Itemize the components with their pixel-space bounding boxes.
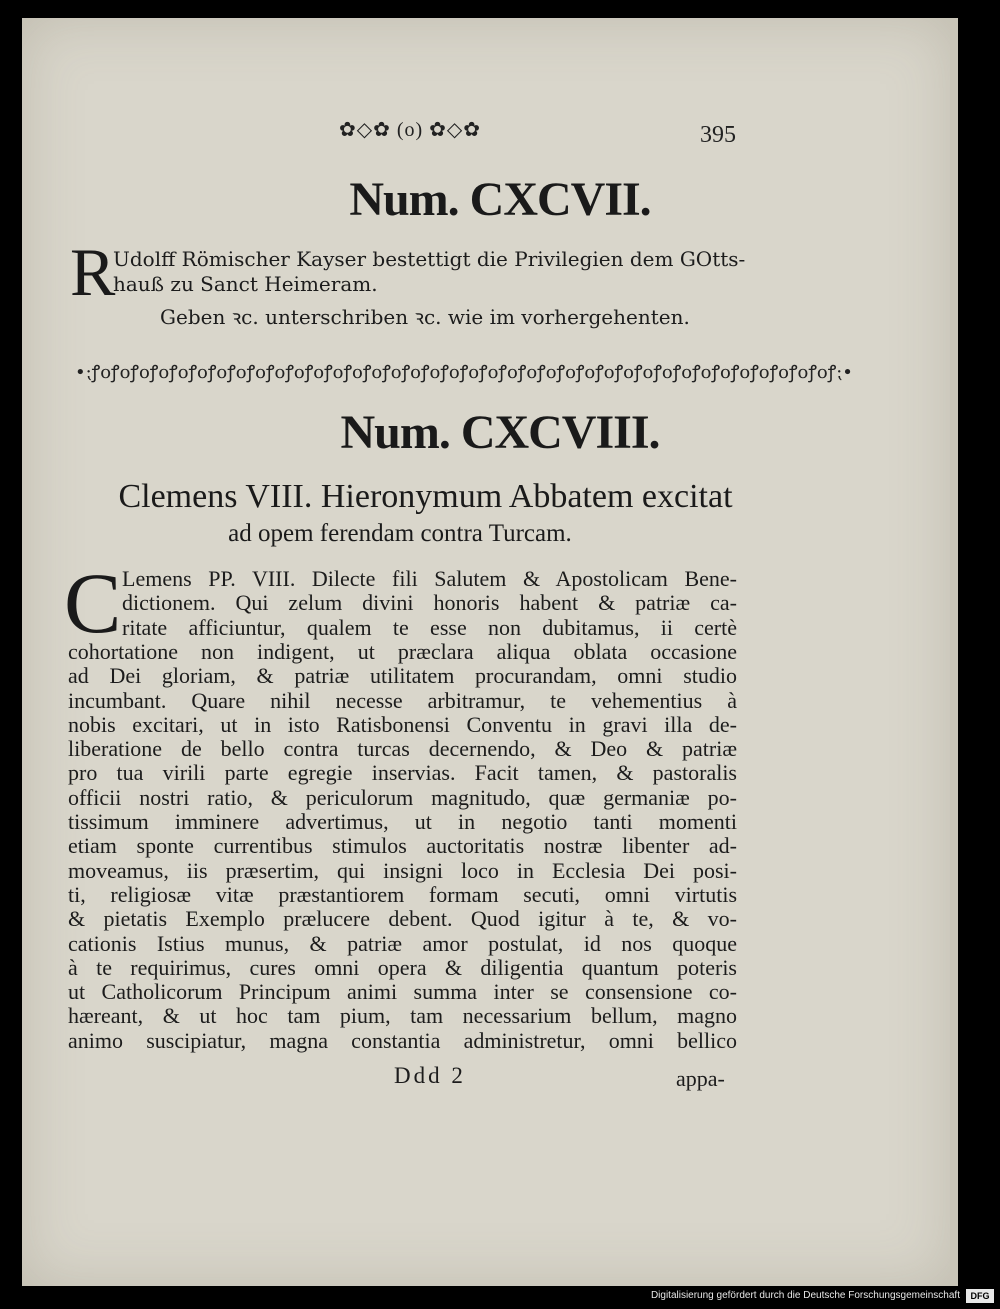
fraktur-line-1: Udolff Römischer Kayser bestettigt die Privilegien dem GOtts- [113,247,746,271]
drop-initial-r: R [70,234,116,310]
fraktur-line-3: Geben ꝛc. unterschriben ꝛc. wie im vorhergehenten. [160,305,690,329]
body-line: & pietatis Exemplo prælucere debent. Quod igitur à te, & vo- [68,906,737,932]
body-line: officii nostri ratio, & periculorum magnitudo, quæ germaniæ po- [68,784,737,810]
letter-subheading: ad opem ferendam contra Turcam. [228,520,572,547]
body-line: tissimum imminere advertimus, ut in negotio tanti momenti [68,809,737,834]
body-line: ti, religiosæ vitæ præstantiorem formam secuti, omni virtutis [68,881,737,907]
body-line: nobis excitari, ut in isto Ratisbonensi Conventu in gravi illa de- [68,711,737,737]
dfg-logo: DFG [966,1289,994,1303]
body-line: etiam sponte currentibus stimulos auctoritatis nostræ libenter ad- [68,833,737,859]
body-line: incumbant. Quare nihil necesse arbitramur, te vehementius à [68,687,737,713]
ornamental-divider: •⁏ꝭoꝭoꝭoꝭoꝭoꝭoꝭoꝭoꝭoꝭoꝭoꝭoꝭoꝭoꝭoꝭoꝭoꝭoꝭoꝭoꝭoꝭoꝭoꝭoꝭoꝭoꝭoꝭoꝭoꝭoꝭoꝭoꝭoꝭoꝭoꝭoꝭoꝭoꝭ⁏• [75,362,853,383]
body-line: ritate afficiuntur, qualem te esse non dubitamus, ii certè [122,614,737,640]
body-line: ut Catholicorum Principum animi summa inter se consensione co- [68,979,737,1005]
body-line: cationis Istius munus, & patriæ amor postulat, id nos quoque [68,930,737,956]
body-line: liberatione de bello contra turcas decernendo, & Deo & patriæ [68,736,737,762]
section-title-cxcvii: Num. CXCVII. [349,173,651,226]
page-number: 395 [700,122,736,148]
signature-mark: Ddd 2 [394,1063,466,1088]
section-title-cxcviii: Num. CXCVIII. [340,406,660,459]
drop-initial-c: C [64,555,122,651]
catchword: appa- [676,1066,725,1091]
body-line: à te requirimus, cures omni opera & diligentia quantum poteris [68,954,737,980]
body-line: Lemens PP. VIII. Dilecte fili Salutem & Apostolicam Bene- [122,566,737,591]
body-line: ad Dei gloriam, & patriæ utilitatem procurandam, omni studio [68,663,737,689]
body-line: animo suscipiatur, magna constantia administretur, omni bellico [68,1027,737,1053]
letter-heading: Clemens VIII. Hieronymum Abbatem excitat [118,478,733,515]
body-line: hæreant, & ut hoc tam pium, tam necessarium bellum, magno [68,1003,737,1029]
body-line: dictionem. Qui zelum divini honoris habent & patriæ ca- [122,590,737,616]
body-line: cohortatione non indigent, ut præclara aliqua oblata occasione [68,638,737,664]
body-line: pro tua virili parte egregie inservias. Facit tamen, & pastoralis [68,760,737,786]
body-line: moveamus, iis præsertim, qui insigni loco in Ecclesia Dei posi- [68,857,737,883]
header-ornament: ✿◇✿ (o) ✿◇✿ [338,119,482,141]
digitization-credit: Digitalisierung gefördert durch die Deutsche Forschungsgemeinschaft [650,1290,960,1301]
fraktur-line-2: hauß zu Sanct Heimeram. [113,272,378,296]
